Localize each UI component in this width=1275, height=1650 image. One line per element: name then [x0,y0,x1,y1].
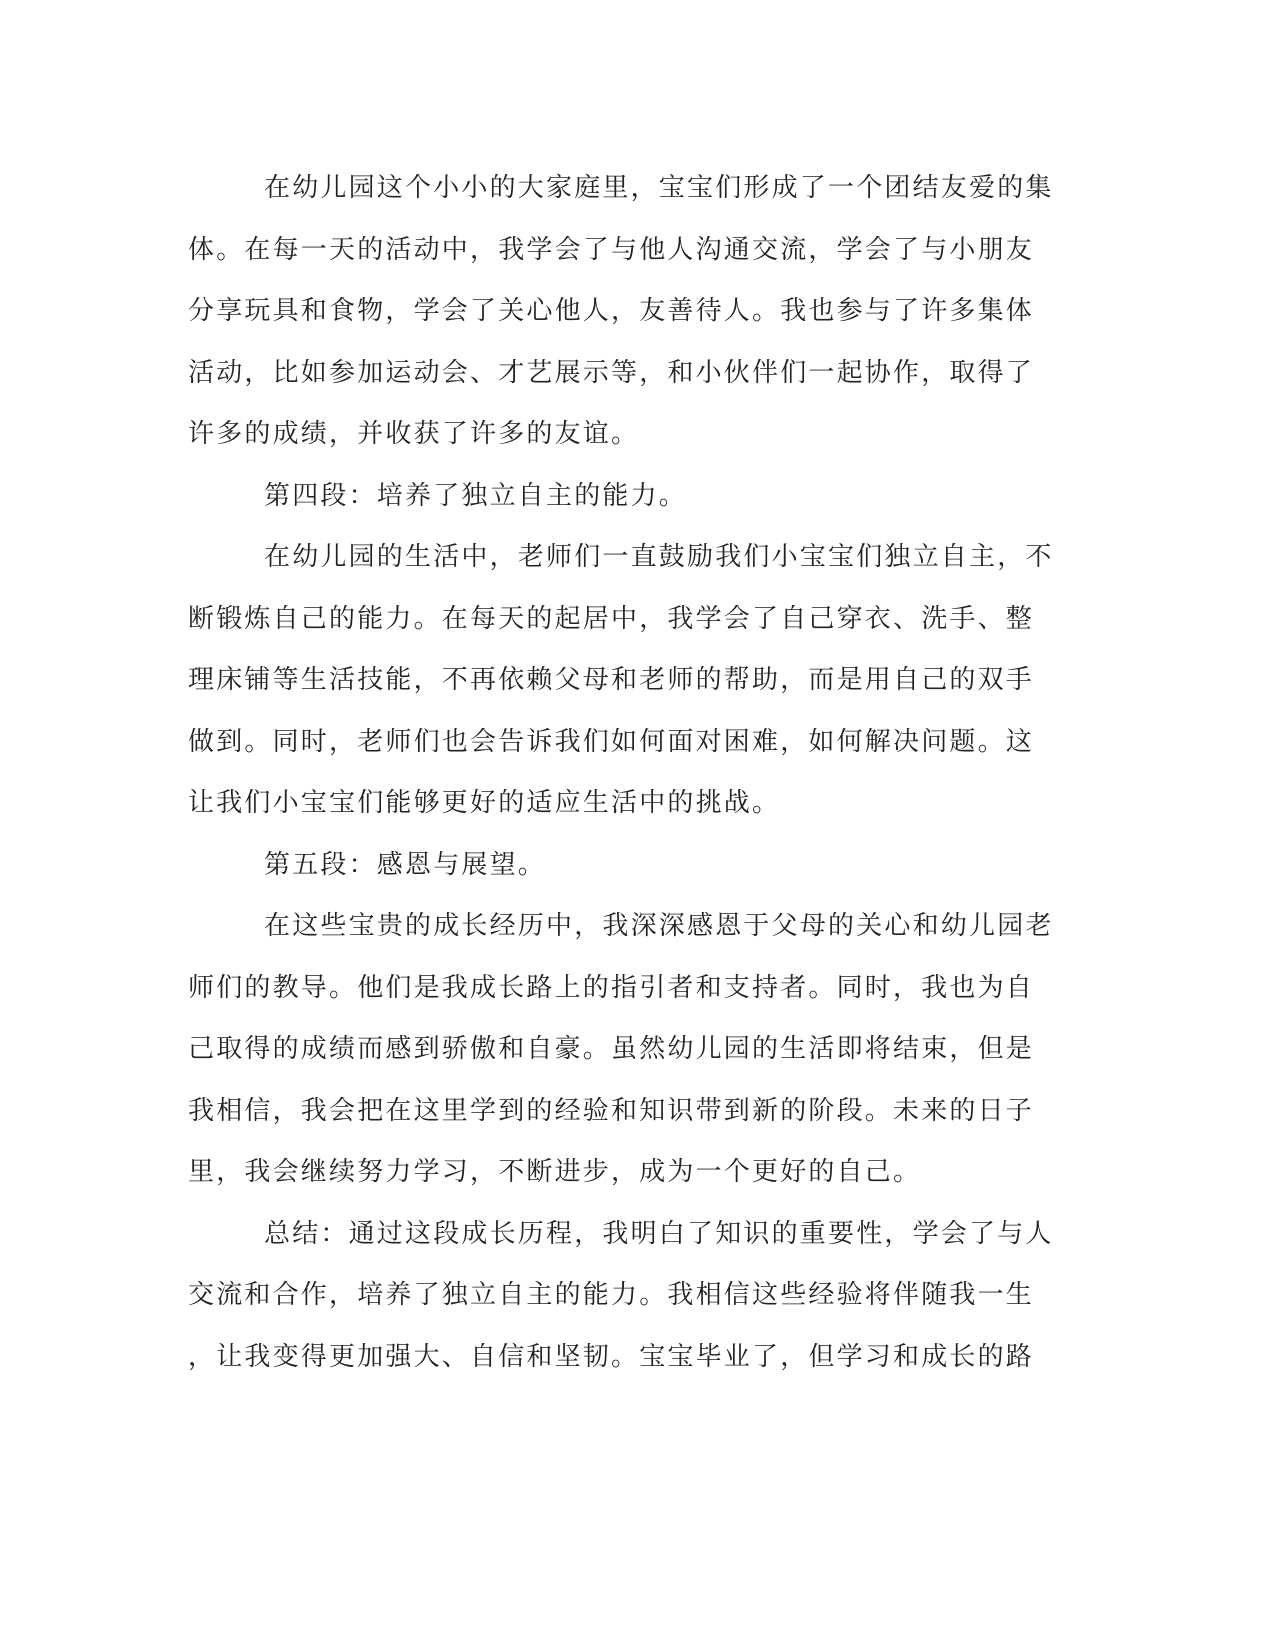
text-line: ，让我变得更加强大、自信和坚韧。宝宝毕业了，但学习和成长的路 [188,1341,1035,1372]
text-line: 在幼儿园这个小小的大家庭里，宝宝们形成了一个团结友爱的集 [264,173,1054,203]
text-line: 在幼儿园的生活中，老师们一直鼓励我们小宝宝们独立自主，不 [264,542,1054,572]
text-line: 让我们小宝宝们能够更好的适应生活中的挑战。 [188,788,781,818]
text-line: 我相信，我会把在这里学到的经验和知识带到新的阶段。未来的日子 [188,1095,1035,1126]
text-line: 体。在每一天的活动中，我学会了与他人沟通交流，学会了与小朋友 [188,234,1035,265]
paragraph-section5 [188,896,1088,1204]
text-line: 师们的教导。他们是我成长路上的指引者和支持者。同时，我也为自 [188,972,1035,1003]
text-line: 交流和合作，培养了独立自主的能力。我相信这些经验将伴随我一生 [188,1280,1035,1310]
text-line: 做到。同时，老师们也会告诉我们如何面对困难，如何解决问题。这 [188,726,1035,757]
paragraph-summary [188,1204,1088,1389]
text-line: 断锻炼自己的能力。在每天的起居中，我学会了自己穿衣、洗手、整 [188,603,1035,634]
text-line: 总结：通过这段成长历程，我明白了知识的重要性，学会了与人 [264,1218,1054,1249]
section4-heading: 第四段：培养了独立自主的能力。 [264,480,688,511]
text-line: 活动，比如参加运动会、才艺展示等，和小伙伴们一起协作，取得了 [188,357,1035,388]
section5-heading: 第五段：感恩与展望。 [264,849,547,880]
paragraph-intro [188,158,1088,466]
text-line: 里，我会继续努力学习，不断进步，成为一个更好的自己。 [188,1157,922,1187]
text-line: 许多的成绩，并收获了许多的友谊。 [188,419,640,449]
document-body [188,158,1088,1388]
paragraph-section4 [188,527,1088,835]
text-line: 己取得的成绩而感到骄傲和自豪。虽然幼儿园的生活即将结束，但是 [188,1034,1035,1064]
text-line: 理床铺等生活技能，不再依赖父母和老师的帮助，而是用自己的双手 [188,665,1035,695]
text-line: 分享玩具和食物，学会了关心他人，友善待人。我也参与了许多集体 [188,296,1035,326]
text-line: 在这些宝贵的成长经历中，我深深感恩于父母的关心和幼儿园老 [264,911,1054,941]
